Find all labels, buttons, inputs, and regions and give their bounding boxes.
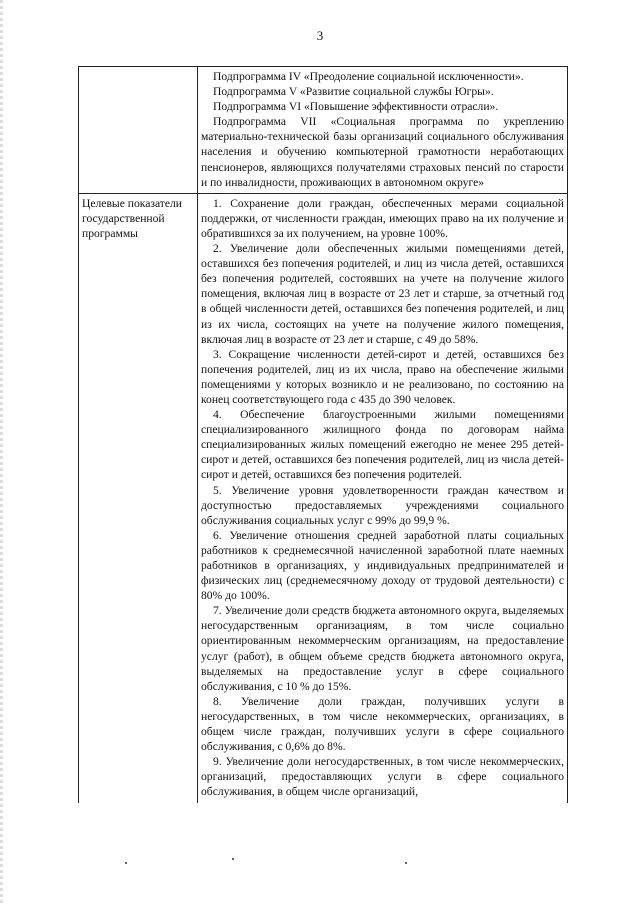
scan-edge bbox=[0, 0, 3, 905]
indicator-item: 6. Увеличение отношения средней заработной платы социальных работников к среднемесячной начисленной заработной плате наемных работников в организациях, у индивидуальных предпринимателей и физических лиц (среднемесячному доходу от трудовой деятельности) с 80% до 100%. bbox=[201, 528, 564, 603]
row-content bbox=[198, 193, 568, 802]
scan-speck bbox=[405, 862, 407, 864]
row-content bbox=[198, 67, 568, 194]
indicator-item: 9. Увеличение доли негосударственных, в том числе некоммерческих, организаций, предоставляющих услуги в сфере социального обслуживания, в общем числе организаций, bbox=[201, 755, 564, 799]
row-label: Целевые показатели государственной программы bbox=[79, 193, 198, 802]
indicator-item: 2. Увеличение доли обеспеченных жилыми помещениями детей, оставшихся без попечения родителей, и лиц из числа детей, оставшихся без попечения родителей, состоявших на учете на получение жилого помещения, включая лиц в возрасте от 23 лет и старше, за отчетный год в общей численности детей, оставшихся без попечения родителей, и лиц из их числа, состоящих на учете на получение жилого помещения, включая лиц в возрасте от 23 лет и старше, с 49 до 58%. bbox=[201, 242, 564, 346]
indicator-item: 4. Обеспечение благоустроенными жилыми помещениями специализированного жилищного фонда по договорам найма специализированных жилых помещений ежегодно не менее 295 детей-сирот и детей, оставшихся без попечения родителей, лиц из числа детей-сирот и детей, оставшихся без попечения родителей. bbox=[201, 408, 564, 482]
scan-speck bbox=[232, 858, 234, 860]
indicator-item: 8. Увеличение доли граждан, получивших услуги в негосударственных, в том числе некоммерческих, организациях, в общем числе граждан, получивших услуги в сфере социального обслуживания, с 0,6% до 8%. bbox=[201, 694, 564, 754]
subprogram-item: Подпрограмма VII «Социальная программа по укреплению материально-технической базы организаций социального обслуживания населения и обучению компьютерной грамотности неработающих пенсионеров, являющихся получателями страховых пенсий по старости и по инвалидности, проживающих в автономном округе» bbox=[201, 115, 564, 189]
program-table bbox=[78, 66, 568, 803]
subprogram-item: Подпрограмма IV «Преодоление социальной исключенности». bbox=[213, 70, 524, 83]
indicator-item: 5. Увеличение уровня удовлетворенности граждан качеством и доступностью предоставляемых учреждениями социального обслуживания социальных услуг с 99% до 99,9 %. bbox=[201, 483, 564, 527]
table-row bbox=[79, 67, 568, 194]
indicator-item: 1. Сохранение доли граждан, обеспеченных мерами социальной поддержки, от численности граждан, имеющих право на их получение и обратившихся за их получением, на уровне 100%. bbox=[201, 196, 564, 240]
subprogram-item: Подпрограмма VI «Повышение эффективности отрасли». bbox=[213, 100, 499, 114]
subprogram-item: Подпрограмма V «Развитие социальной службы Югры». bbox=[213, 85, 494, 99]
table-row bbox=[79, 193, 568, 802]
scan-speck bbox=[125, 862, 127, 864]
indicator-item: 7. Увеличение доли средств бюджета автономного округа, выделяемых негосударственным организациям, в том числе социально ориентированным некоммерческим организациям, на предоставление услуг (работ), в общем объеме средств бюджета автономного округа, выделяемых на предоставление услуг в сфере социального обслуживания, с 10 % до 15%. bbox=[201, 604, 564, 693]
indicator-item: 3. Сокращение численности детей-сирот и детей, оставшихся без попечения родителей, лиц из их числа, право на обеспечение жилыми помещениями у которых возникло и не реализовано, по состоянию на конец соответствующего года с 435 до 390 человек. bbox=[201, 347, 564, 406]
row-label bbox=[79, 67, 198, 194]
page-number: 3 bbox=[316, 28, 324, 43]
